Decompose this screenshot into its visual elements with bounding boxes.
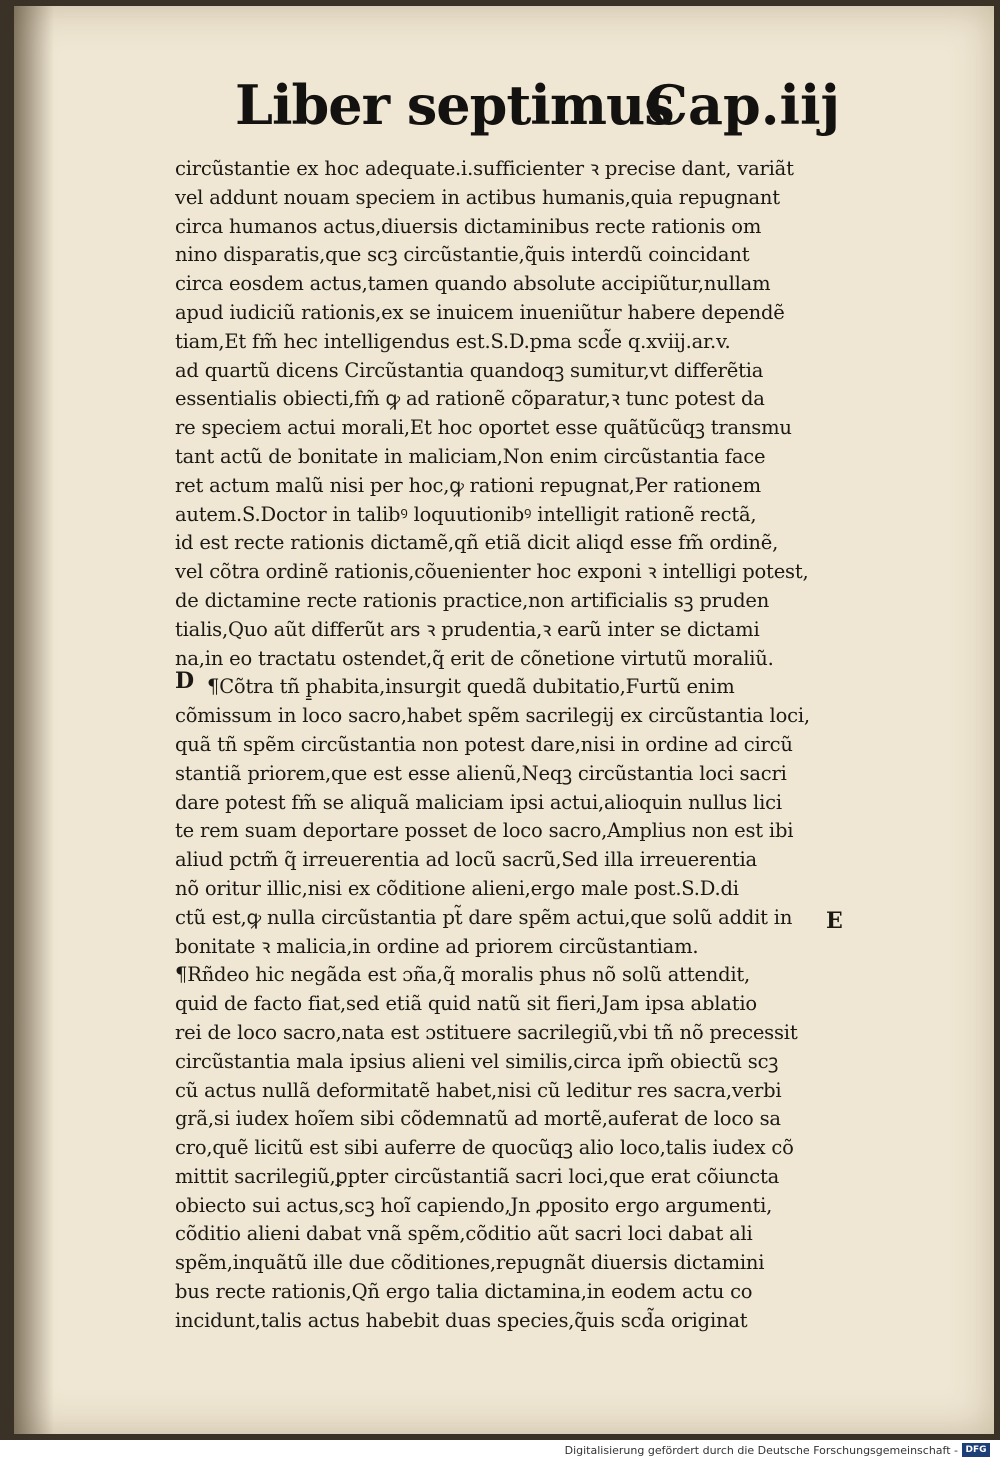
text-line: rei de loco sacro,nata est ɔstituere sacrilegiũ,vbi tñ nõ precessit: [175, 1020, 798, 1044]
text-line: nino disparatis,que scꝫ circũstantie,q̃uis interdũ coincidant: [175, 243, 750, 267]
text-line: dare potest fm̃ se aliquã maliciam ipsi actui,alioquin nullus lici: [175, 790, 782, 814]
text-line: te rem suam deportare posset de loco sacro,Amplius non est ibi: [175, 819, 794, 843]
text-line: cro,quẽ licitũ est sibi auferre de quocũqꝫ alio loco,talis iudex cõ: [175, 1136, 794, 1160]
text-line: tialis,Quo aũt differũt ars ꝛ prudentia,ꝛ earũ inter se dictami: [175, 617, 760, 641]
text-line: circa humanos actus,diuersis dictaminibus recte rationis om: [175, 214, 762, 238]
text-line: stantiã priorem,que est esse alienũ,Neqꝫ circũstantia loci sacri: [175, 761, 787, 785]
body-text: [175, 155, 885, 1332]
marginal-letter-e: E: [826, 908, 843, 934]
text-line: tant actũ de bonitate in maliciam,Non enim circũstantia face: [175, 444, 766, 468]
funding-credit: Digitalisierung gefördert durch die Deutsche Forschungsgemeinschaft -: [564, 1444, 958, 1457]
text-line: ctũ est,ꝙ nulla circũstantia pt̃ dare spẽm actui,que solũ addit in: [175, 905, 793, 929]
dfg-logo-icon: DFG: [962, 1443, 990, 1457]
text-line: vel addunt nouam speciem in actibus humanis,quia repugnant: [175, 185, 780, 209]
text-line: re speciem actui morali,Et hoc oportet esse quãtũcũqꝫ transmu: [175, 416, 792, 440]
text-line: mittit sacrilegiũ,ꝑpter circũstantiã sacri loci,que erat cõiuncta: [175, 1164, 780, 1188]
text-line: ¶Cõtra tñ p̱habita,insurgit quedã dubitatio,Furtũ enim: [207, 675, 735, 699]
text-line: quã tñ spẽm circũstantia non potest dare,nisi in ordine ad circũ: [175, 732, 793, 756]
text-line: cũ actus nullã deformitatẽ habet,nisi cũ leditur res sacra,verbi: [175, 1078, 782, 1102]
text-line: aliud pctm̃ q̃ irreuerentia ad locũ sacrũ,Sed illa irreuerentia: [175, 848, 757, 872]
marginal-letter-d: D: [175, 668, 195, 694]
text-line: na,in eo tractatu ostendet,q̃ erit de cõnetione virtutũ moraliũ.: [175, 646, 774, 670]
text-line: cõditio alieni dabat vnã spẽm,cõditio aũt sacri loci dabat ali: [175, 1222, 753, 1246]
text-line: ¶Rñdeo hic negãda est ɔña,q̃ moralis phus nõ solũ attendit,: [175, 963, 751, 987]
text-line: autem.S.Doctor in talibꝰ loquutionibꝰ intelligit rationẽ rectã,: [175, 502, 757, 526]
running-title: Liber septimus: [235, 73, 674, 137]
chapter-label: Cap.iij: [645, 73, 841, 137]
text-line: incidunt,talis actus habebit duas species,q̃uis scd̃a originat: [175, 1308, 748, 1332]
page-header: [215, 65, 841, 145]
text-line: tiam,Et fm̃ hec intelligendus est.S.D.pma scd̃e q.xviij.ar.v.: [175, 329, 731, 353]
text-line: ad quartũ dicens Circũstantia quandoqꝫ sumitur,vt differẽtia: [175, 358, 764, 382]
text-line: circa eosdem actus,tamen quando absolute accipiũtur,nullam: [175, 272, 771, 296]
text-line: cõmissum in loco sacro,habet spẽm sacrilegij ex circũstantia loci,: [175, 704, 810, 728]
text-line: quid de facto fiat,sed etiã quid natũ sit fieri,Jam ipsa ablatio: [175, 992, 757, 1016]
text-line: obiecto sui actus,scꝫ hoĩ capiendo,Jn ꝓposito ergo argumenti,: [175, 1193, 773, 1217]
text-line: bonitate ꝛ malicia,in ordine ad priorem circũstantiam.: [175, 934, 699, 958]
text-line: apud iudiciũ rationis,ex se inuicem inueniũtur habere dependẽ: [175, 300, 785, 324]
footer-bar: [0, 1440, 1000, 1463]
text-line: nõ oritur illic,nisi ex cõditione alieni,ergo male post.S.D.di: [175, 876, 739, 900]
text-line: circũstantia mala ipsius alieni vel similis,circa ipm̃ obiectũ scꝫ: [175, 1049, 779, 1073]
text-line: essentialis obiecti,fm̃ ꝙ ad rationẽ cõparatur,ꝛ tunc potest da: [175, 387, 765, 411]
text-line: ret actum malũ nisi per hoc,ꝙ rationi repugnat,Per rationem: [175, 473, 761, 497]
text-line: de dictamine recte rationis practice,non artificialis sꝫ pruden: [175, 588, 770, 612]
text-line: vel cõtra ordinẽ rationis,cõuenienter hoc exponi ꝛ intelligi potest,: [175, 560, 809, 584]
text-line: spẽm,inquãtũ ille due cõditiones,repugnãt diuersis dictamini: [175, 1251, 765, 1275]
text-line: id est recte rationis dictamẽ,qñ etiã dicit aliqd esse fm̃ ordinẽ,: [175, 531, 779, 555]
text-line: bus recte rationis,Qñ ergo talia dictamina,in eodem actu co: [175, 1280, 753, 1304]
text-line: grã,si iudex hoĩem sibi cõdemnatũ ad mortẽ,auferat de loco sa: [175, 1107, 781, 1131]
text-line: circũstantie ex hoc adequate.i.sufficienter ꝛ precise dant, variãt: [175, 157, 794, 180]
